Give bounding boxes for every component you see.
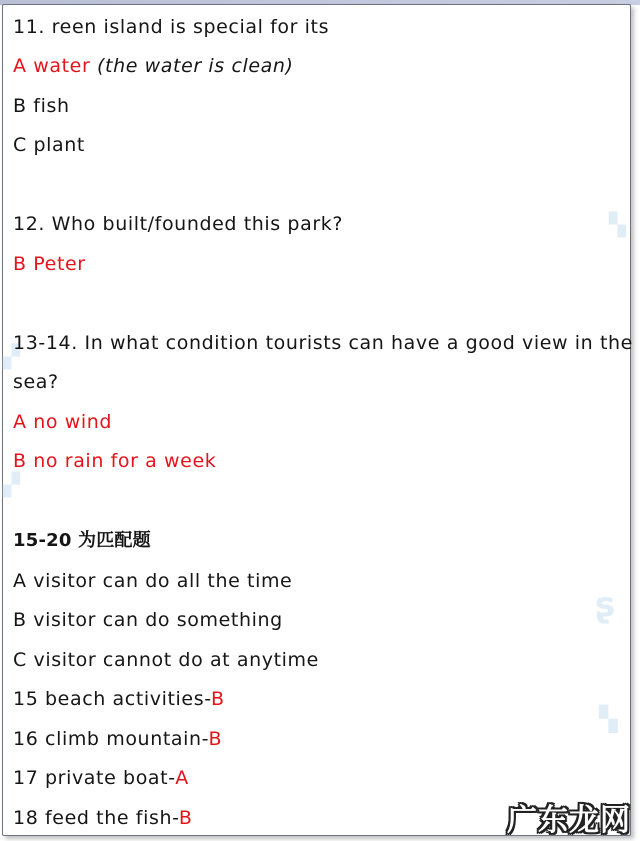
q11-option-c: C plant (13, 134, 85, 156)
watermark-mark: ▞ (3, 473, 20, 498)
question-12: 12. Who built/founded this park? (13, 213, 344, 235)
matching-item-answer: B (208, 728, 223, 750)
matching-item-17 (13, 766, 189, 790)
watermark-mark: ▚ (599, 705, 618, 733)
matching-item-text: 16 climb mountain- (13, 728, 209, 750)
q11-option-b: B fish (13, 95, 70, 117)
q11-option-a (13, 54, 294, 78)
answer-card (2, 4, 631, 836)
matching-option-a: A visitor can do all the time (13, 570, 293, 592)
matching-option-c: C visitor cannot do at anytime (13, 649, 319, 671)
matching-item-answer: A (175, 767, 189, 789)
q13-14-answer-b: B no rain for a week (13, 450, 217, 472)
matching-item-15 (13, 687, 225, 711)
q13-14-answer-a: A no wind (13, 411, 113, 433)
question-11: 11. reen island is special for its (13, 16, 330, 38)
question-13-14-line1: 13-14. In what condition tourists can have a good view in the (13, 332, 633, 354)
matching-item-answer: B (178, 807, 193, 829)
q12-answer: B Peter (13, 253, 86, 275)
question-13-14-line2: sea? (13, 371, 59, 393)
section-15-20-heading: 15-20 为匹配题 (13, 530, 151, 551)
site-watermark-logo: 广东龙网 (507, 803, 631, 838)
matching-item-text: 15 beach activities- (13, 688, 211, 710)
watermark-mark: ▞ (3, 345, 20, 370)
matching-item-text: 17 private boat- (13, 767, 176, 789)
watermark-mark: ʂ (595, 585, 616, 625)
matching-option-b: B visitor can do something (13, 609, 283, 631)
matching-item-answer: B (210, 688, 225, 710)
q11-option-a-note: (the water is clean) (97, 55, 294, 77)
watermark-mark: ▚ (609, 213, 626, 238)
q11-option-a-label: A water (13, 55, 91, 77)
matching-item-text: 18 feed the fish- (13, 807, 179, 829)
matching-item-18 (13, 806, 193, 830)
matching-item-16 (13, 727, 222, 751)
